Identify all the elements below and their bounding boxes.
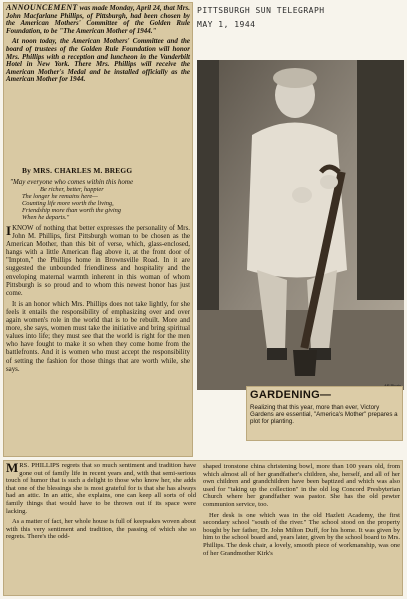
- announcement-lead: ANNOUNCEMENT: [6, 3, 78, 12]
- drop-cap: M: [6, 460, 19, 475]
- announcement-paragraph-2: At noon today, the American Mothers' Committee and the board of trustees of the Golden Rule Foundation will honor Mrs. Phillips with a reception and luncheon in the Vanderbilt Hotel in New York. There Mrs. Phillips will receive the American Mother's Medal and be installed officially as the American Mother for 1944.: [6, 37, 190, 84]
- article-body-right: [203, 463, 400, 560]
- announcement-text-1: was made Monday, April 24, that Mrs. John Macfarlane Phillips, of Pittsburgh, had been chosen by the American Mothers' Committee of the Golden Rule Foundation, to be "The American Mother of 1944.": [6, 4, 191, 35]
- body-text-3: RS. PHILLIPS regrets that so much sentiment and tradition have gone out of family life in recent years and, with that semi-serious touch of humor that is such a delight to those who know her, she adds that one of the blessings she is most grateful for is that she has always had an attic. In an attic, she explains, one can keep all sorts of old family things that would have to be thrown out if its space were lacking.: [6, 462, 196, 515]
- body-paragraph-3: [6, 462, 196, 515]
- poem-block: [10, 179, 190, 221]
- caption-text: Realizing that this year, more than ever, Victory Gardens are essential, "America's Mother" prepares a plot for planting.: [250, 404, 398, 425]
- article-body-left-continued: [6, 462, 196, 544]
- poem-line: When he departs.": [22, 214, 70, 221]
- body-paragraph-5: shaped ironstone china christening bowl, more than 100 years old, from which almost all of her grandfather's children, she, herself, and all of her own children and grandchildren have been baptized and which was also used for "taking up the collection" in the old log Concord Presbyterian Church where her grandfather was pastor. She has the old pewter communion service, too.: [203, 463, 400, 508]
- article-body-left: [6, 225, 190, 377]
- poem-line: Counting life more worth the living,: [22, 200, 114, 207]
- handwritten-date: MAY 1, 1944: [197, 20, 256, 29]
- photo-mrs-phillips-gardening: [197, 60, 404, 390]
- caption-heading: GARDENING—: [250, 389, 332, 401]
- body-paragraph-6: Her desk is one which was in the old Hazlett Academy, the first secondary school "south of the river." The school stood on the property bought by her father, Dr. John Milton Duff, for his home. It was given by him to the school board and, years later, given by the school board to Mrs. Phillips. The desk chair, a lovely, smooth piece of workmanship, was one of her Grandmother Kirk's: [203, 511, 400, 557]
- body-paragraph-2: It is an honor which Mrs. Phillips does not take lightly, for she feels it entails the responsibility of emphasizing over and over again women's role in the world that is to be rebuilt. More and more, she says, women must take the initiative and bring spiritual values into life; they must see that the world is right for the men who have fought to make it so when they come home from the battlefronts. And it is women who must accept the responsibility of setting the fashion for those things that are worth while, she says.: [6, 300, 190, 373]
- poem-line: "May everyone who comes within this home: [10, 178, 134, 186]
- drop-cap: I: [6, 223, 12, 238]
- poem-line: The longer he remains here—: [22, 193, 98, 200]
- byline: By MRS. CHARLES M. BREGG: [22, 166, 133, 175]
- poem-line: Be richer, better, happier: [40, 186, 104, 193]
- body-paragraph-4: As a matter of fact, her whole house is full of keepsakes woven about with this very sentiment and tradition, the passing of which she so regrets. There's the odd-: [6, 518, 196, 541]
- announcement-paragraph-1: [6, 4, 190, 35]
- handwritten-source: PITTSBURGH SUN TELEGRAPH: [197, 6, 325, 15]
- body-paragraph-1: [6, 225, 190, 298]
- photo-image: [197, 60, 404, 390]
- body-text-1: KNOW of nothing that better expresses the personality of Mrs. John M. Phillips, first Pittsburgh woman to be chosen as the American Mother, than this bit of verse, which, glass-enclosed, hangs with a little American flag above it, at the front door of "Impton," the Phillips home in Brownsville Road. In it are suggested the unbounded friendliness and hospitality and the enveloping maternal warmth inherent in this woman of whom Pittsburgh is so proud and to whom this newest honor has just come.: [6, 225, 190, 297]
- announcement-block: [6, 4, 190, 87]
- poem-line: Friendship more than worth the giving: [22, 207, 121, 214]
